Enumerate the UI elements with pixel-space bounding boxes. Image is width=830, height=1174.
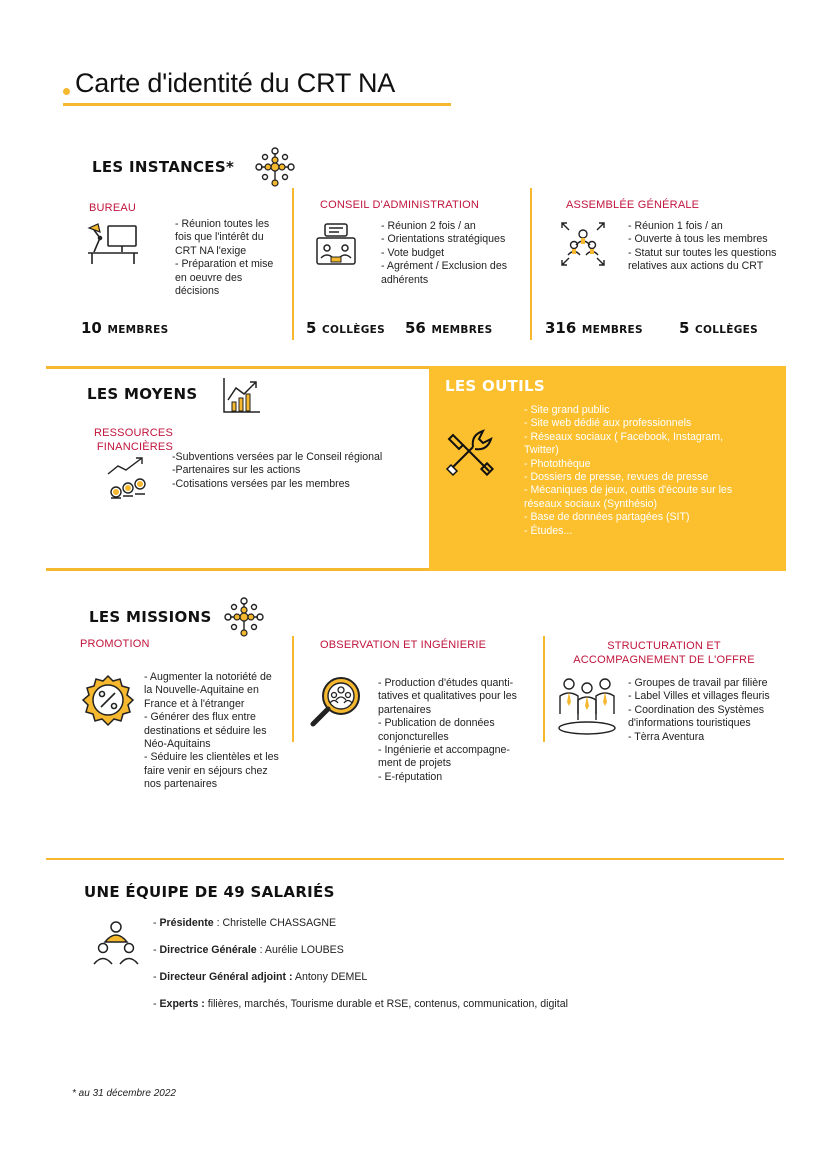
conseil-list — [381, 220, 521, 287]
footnote: * au 31 décembre 2022 — [72, 1088, 176, 1099]
magnifier-people-icon — [309, 672, 367, 730]
list-item: -Cotisations versées par les membres — [172, 477, 350, 490]
desk-computer-icon — [86, 222, 140, 266]
list-item: - Groupes de travail par filière — [628, 677, 768, 689]
tools-icon — [443, 425, 495, 477]
observation-label: OBSERVATION ET INGÉNIERIE — [320, 639, 487, 651]
moyens-title: LES MOYENS — [87, 385, 198, 403]
structuration-list — [628, 677, 788, 744]
list-item: - Préparation et mise en oeuvre des décisions — [175, 258, 274, 298]
bar-chart-icon — [222, 376, 262, 414]
network-icon — [254, 146, 296, 188]
list-item: - Ouverte à tous les membres — [628, 233, 768, 246]
bureau-stat: 10 MEMBRES — [81, 319, 169, 337]
divider — [292, 188, 294, 340]
list-item: - Site web dédié aux professionnels — [524, 417, 692, 430]
conseil-stat-membres: 56 MEMBRES — [405, 319, 493, 337]
list-item: - Site grand public — [524, 404, 610, 416]
promotion-list — [144, 671, 279, 792]
team-member: - Directrice Générale : Aurélie LOUBES — [153, 944, 344, 956]
list-item: - Coordination des Systèmes d'informations touristiques — [628, 703, 765, 730]
list-item: - Générer des flux entre destinations et séduire les Néo-Aquitains — [144, 711, 267, 751]
team-member: - Présidente : Christelle CHASSAGNE — [153, 917, 337, 929]
team-group-icon — [555, 674, 619, 736]
list-item: - Séduire les clientèles et les faire venir en séjours chez nos partenaires — [144, 751, 279, 791]
band-bottom-line — [46, 568, 429, 571]
conseil-label: CONSEIL D'ADMINISTRATION — [320, 199, 480, 211]
list-item: - Études... — [524, 524, 573, 537]
list-item: - Réunion 1 fois / an — [628, 220, 723, 232]
discount-badge-icon — [80, 674, 136, 730]
list-item: - Agrément / Exclusion des adhérents — [381, 260, 508, 286]
list-item: - Vote budget — [381, 246, 445, 259]
team-member: - Experts : filières, marchés, Tourisme durable et RSE, contenus, communication, digital — [153, 998, 568, 1010]
list-item: - Réunion 2 fois / an — [381, 220, 476, 232]
list-item: - Réunion toutes les fois que l'intérêt du CRT NA l'exige — [175, 218, 270, 257]
page-title: Carte d'identité du CRT NA — [75, 68, 396, 98]
equipe-top-line — [46, 858, 784, 860]
divider — [530, 188, 532, 340]
outils-list — [524, 404, 760, 538]
bureau-label: BUREAU — [89, 202, 137, 214]
conseil-stat-colleges: 5 COLLÈGES — [306, 319, 385, 337]
assemblee-stat-membres: 316 MEMBRES — [545, 319, 643, 337]
bureau-list — [175, 218, 285, 298]
assemblee-label: ASSEMBLÉE GÉNÉRALE — [566, 199, 700, 211]
assembly-people-icon — [560, 221, 606, 267]
list-item: - Tèrra Aventura — [628, 730, 705, 743]
list-item: - Production d'études quanti-tatives et qualitatives pour les partenaires — [378, 677, 517, 716]
list-item: - Publication de données conjoncturelles — [378, 717, 495, 743]
list-item: -Partenaires sur les actions — [172, 464, 301, 477]
list-item: - Réseaux sociaux ( Facebook, Instagram, Twitter) — [524, 430, 724, 457]
moyens-list — [172, 451, 422, 491]
meeting-board-icon — [313, 222, 359, 268]
structuration-label: STRUCTURATION ET ACCOMPAGNEMENT DE L'OFFRE — [573, 640, 755, 666]
observation-list — [378, 677, 528, 784]
divider — [543, 636, 545, 742]
equipe-title: UNE ÉQUIPE DE 49 SALARIÉS — [84, 883, 335, 901]
band-top-line — [46, 366, 429, 369]
team-icon — [91, 920, 141, 966]
ressources-label: RESSOURCES FINANCIÈRES — [93, 427, 173, 453]
divider — [292, 636, 294, 742]
network-icon — [223, 596, 265, 638]
list-item: - Base de données partagées (SIT) — [524, 511, 690, 524]
list-item: - Augmenter la notoriété de la Nouvelle-Aquitaine en France et à l'étranger — [144, 671, 272, 710]
instances-title: LES INSTANCES* — [92, 158, 235, 176]
list-item: - Ingénierie et accompagne-ment de projets — [378, 744, 510, 770]
list-item: - Dossiers de presse, revues de presse — [524, 471, 709, 484]
assemblee-list — [628, 220, 798, 274]
list-item: -Subventions versées par le Conseil régional — [172, 451, 383, 463]
list-item: - Statut sur toutes les questions relatives aux actions du CRT — [628, 246, 777, 273]
list-item: - Photothèque — [524, 457, 591, 470]
assemblee-stat-colleges: 5 COLLÈGES — [679, 319, 758, 337]
title-bullet — [63, 88, 70, 95]
list-item: - Orientations stratégiques — [381, 233, 506, 246]
missions-title: LES MISSIONS — [89, 608, 212, 626]
list-item: - Mécaniques de jeux, outils d'écoute sur les réseaux sociaux (Synthésio) — [524, 484, 733, 510]
title-underline — [63, 103, 451, 106]
team-member: - Directeur Général adjoint : Antony DEMEL — [153, 971, 368, 983]
list-item: - E-réputation — [378, 770, 443, 783]
money-growth-icon — [106, 456, 152, 502]
equipe-list — [153, 917, 713, 1011]
outils-title: LES OUTILS — [445, 377, 545, 395]
list-item: - Label Villes et villages fleuris — [628, 690, 770, 703]
promotion-label: PROMOTION — [80, 638, 150, 650]
